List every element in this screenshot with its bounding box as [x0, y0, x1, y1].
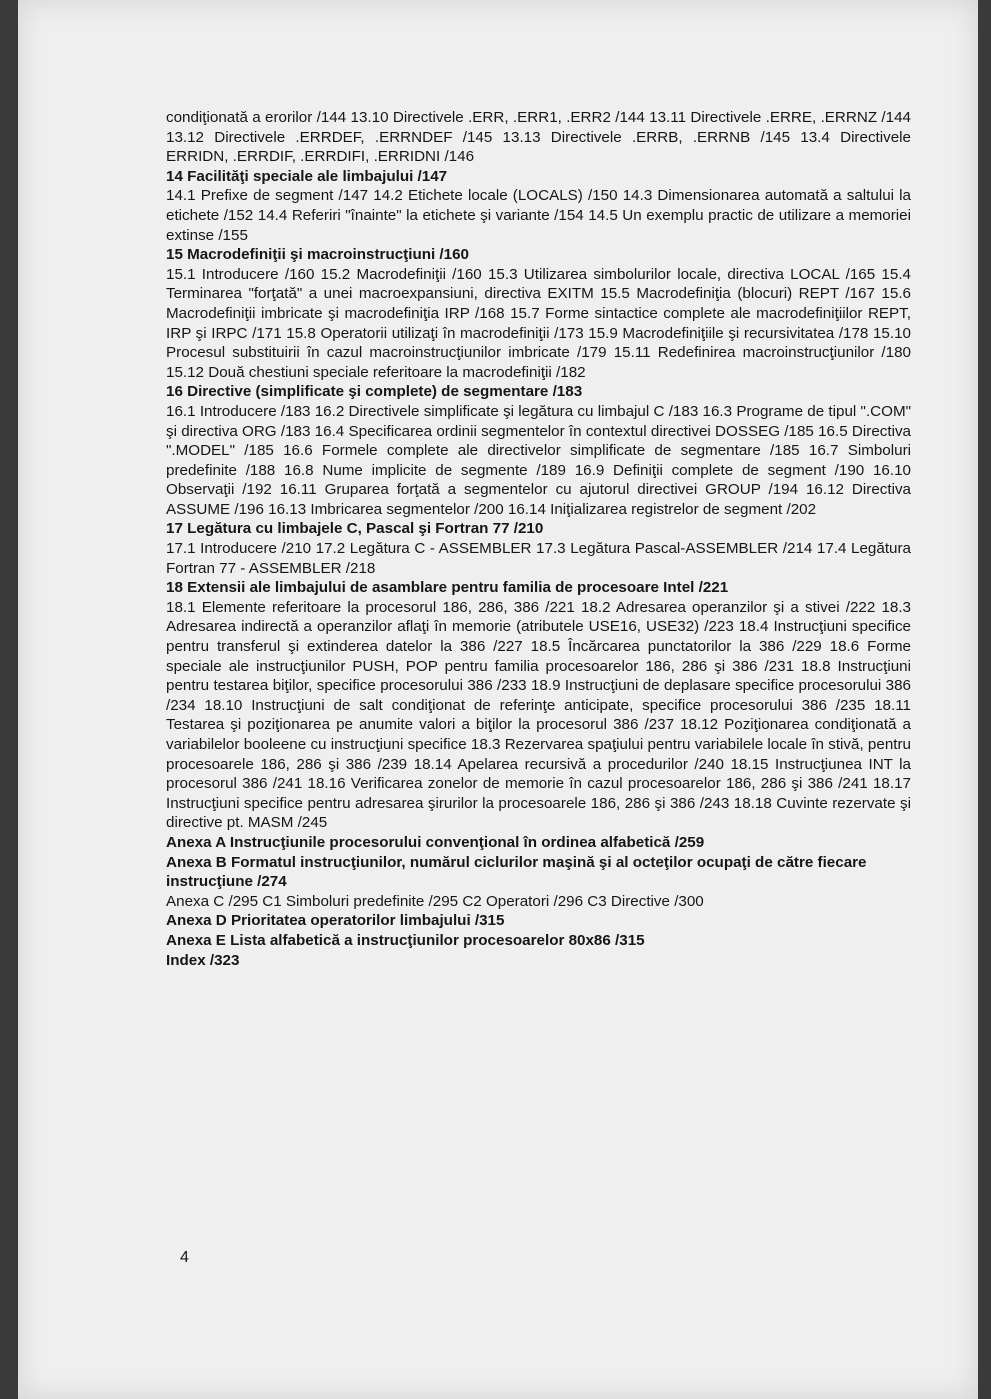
book-page: [18, 0, 978, 1399]
toc-line: 16.1 Introducere /183 16.2 Directivele simplificate şi legătura cu limbajul C /183 16.3 Programe de tipul ".COM" şi directiva ORG /183 16.4 Specificarea ordinii segmentelor în contextul directivei DOSSEG /185 16.5 Directiva ".MODEL" /185 16.6 Formele complete ale directivelor simplificate de segmentare /185 16.7 Simboluri predefinite /188 16.8 Nume implicite de segmente /189 16.9 Definiţii complete de segment /190 16.10 Observaţii /192 16.11 Gruparea forţată a segmentelor cu ajutorul directivei GROUP /194 16.12 Directiva ASSUME /196 16.13 Imbricarea segmentelor /200 16.14 Iniţializarea registrelor de segment /202: [166, 402, 911, 518]
toc-chapter-heading: 18 Extensii ale limbajului de asamblare pentru familia de procesoare Intel /221: [166, 579, 729, 597]
toc-line: condiţionată a erorilor /144 13.10 Directivele .ERR, .ERR1, .ERR2 /144 13.11 Directivele .ERRE, .ERRNZ /144 13.12 Directivele .ERRDEF, .ERRNDEF /145 13.13 Directivele .ERRB, .ERRNB /145 13.4 Directivele ERRIDN, .ERRDIF, .ERRDIFI, .ERRIDNI /146: [166, 109, 911, 166]
toc-line: 15.1 Introducere /160 15.2 Macrodefiniţii /160 15.3 Utilizarea simbolurilor locale, directiva LOCAL /165 15.4 Terminarea "forţată" a unei macroexpansiuni, directiva EXITM 15.5 Macrodefiniţia (blocuri) REPT /167 15.6 Macrodefiniţii imbricate şi macrodefiniţia IRP /168 15.7 Forme sintactice complete ale macrodefiniţiilor REPT, IRP şi IRPC /171 15.8 Operatorii utilizaţi în macrodefiniţii /173 15.9 Macrodefiniţiile şi recursivitatea /178 15.10 Procesul substituirii în cazul macroinstrucţiunilor imbricate /179 15.11 Redefinirea macroinstrucţiunilor /180 15.12 Două chestiuni speciale referitoare la macrodefiniţii /182: [166, 265, 911, 381]
toc-chapter-heading: 14 Facilităţi speciale ale limbajului /147: [166, 167, 448, 185]
page-number: 4: [180, 1249, 189, 1266]
table-of-contents: [166, 108, 911, 970]
toc-line: 18.1 Elemente referitoare la procesorul 186, 286, 386 /221 18.2 Adresarea operanzilor şi a stivei /222 18.3 Adresarea indirectă a operanzilor aflaţi în memorie (atributele USE16, USE32) /223 18.4 Instrucţiuni specifice pentru transferul şi extinderea datelor la 386 /227 18.5 Încărcarea punctatorilor la 386 /229 18.6 Forme speciale ale instrucţiunilor PUSH, POP pentru familia procesoarelor 186, 286 şi 386 /231 18.8 Instrucţiuni pentru testarea biţilor, specifice procesorului 386 /233 18.9 Instrucţiuni de deplasare specifice procesorului 386 /234 18.10 Instrucţiuni de salt condiţionat de referinţe anticipate, specifice procesorului 386 /235 18.11 Testarea şi poziţionarea pe anumite valori a biţilor la procesorul 386 /237 18.12 Poziţionarea condiţionată a variabilelor booleene cu instrucţiuni specifice 18.3 Rezervarea spaţiului pentru variabilele locale în stivă, pentru procesoarele 186, 286 şi 386 /239 18.14 Apelarea recursivă a procedurilor /240 18.15 Instrucţiunea INT la procesorul 386 /241 18.16 Verificarea zonelor de memorie în cazul procesoarelor 186, 286 şi 386 /241 18.17 Instrucţiuni specifice pentru adresarea şirurilor la procesoarele 186, 286 şi 386 /243 18.18 Cuvinte rezervate şi directive pt. MASM /245: [166, 598, 911, 832]
toc-appendix-heading: Anexa E Lista alfabetică a instrucţiunilor procesoarelor 80x86 /315: [166, 931, 645, 949]
toc-chapter-heading: 16 Directive (simplificate şi complete) de segmentare /183: [166, 383, 583, 401]
toc-appendix-heading: Anexa B Formatul instrucţiunilor, numărul ciclurilor maşină şi al octeţilor ocupaţi de către fiecare instrucţiune /274: [166, 853, 867, 891]
toc-line: 17.1 Introducere /210 17.2 Legătura C - ASSEMBLER 17.3 Legătura Pascal-ASSEMBLER /214 17.4 Legătura Fortran 77 - ASSEMBLER /218: [166, 540, 911, 577]
toc-appendix-heading: Anexa D Prioritatea operatorilor limbajului /315: [166, 912, 505, 930]
toc-index-heading: Index /323: [166, 951, 240, 969]
toc-chapter-heading: 15 Macrodefiniţii şi macroinstrucţiuni /160: [166, 246, 469, 264]
toc-appendix-heading: Anexa A Instrucţiunile procesorului convenţional în ordinea alfabetică /259: [166, 833, 705, 851]
toc-line: 14.1 Prefixe de segment /147 14.2 Etichete locale (LOCALS) /150 14.3 Dimensionarea automată a saltului la etichete /152 14.4 Referiri "înainte" la etichete şi variante /154 14.5 Un exemplu practic de utilizare a memoriei extinse /155: [166, 187, 911, 244]
toc-chapter-heading: 17 Legătura cu limbajele C, Pascal şi Fortran 77 /210: [166, 520, 544, 538]
toc-appendix-line: Anexa C /295 C1 Simboluri predefinite /295 C2 Operatori /296 C3 Directive /300: [166, 892, 704, 910]
